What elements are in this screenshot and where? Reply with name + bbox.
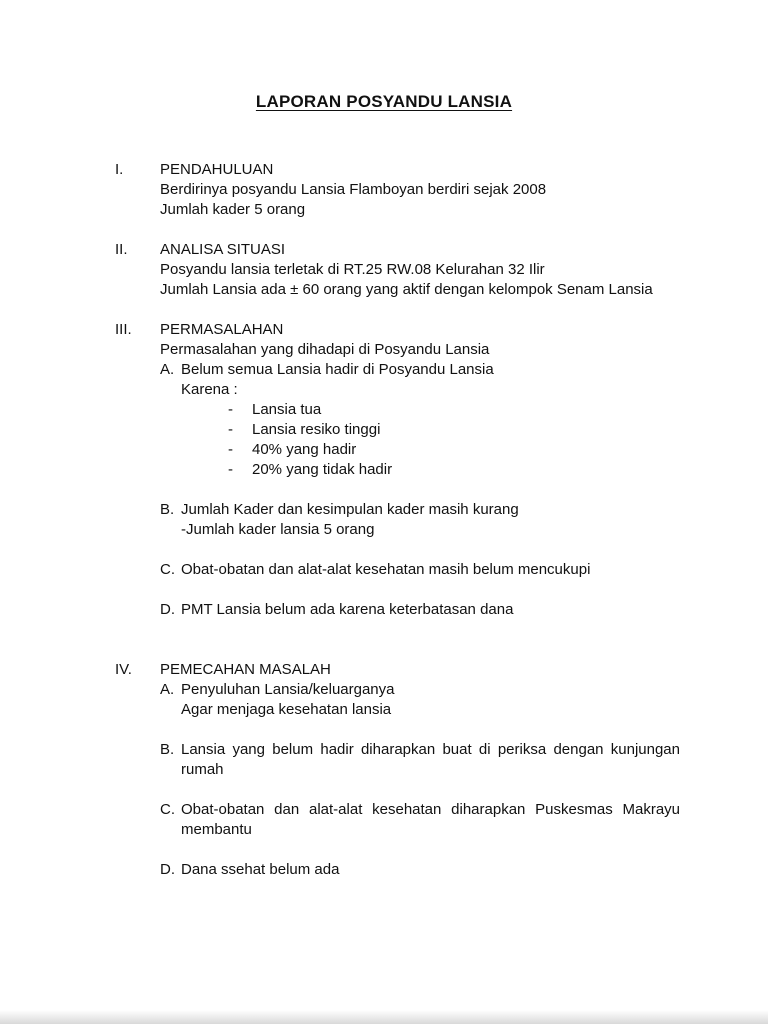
item-letter: B.	[160, 501, 175, 518]
section-content	[160, 320, 680, 620]
bullet-item	[228, 420, 680, 440]
dash-marker: -	[228, 441, 233, 458]
list-item-c	[160, 560, 680, 580]
section-line: Posyandu lansia terletak di RT.25 RW.08 Kelurahan 32 Ilir	[160, 261, 545, 278]
document-title	[0, 0, 768, 112]
item-text: Obat-obatan dan alat-alat kesehatan masih belum mencukupi	[181, 561, 591, 578]
item-text: Obat-obatan dan alat-alat kesehatan diharapkan Puskesmas Makrayu membantu	[181, 801, 680, 838]
item-text: PMT Lansia belum ada karena keterbatasan dana	[181, 601, 514, 618]
item-body	[181, 800, 680, 840]
list-item-b	[160, 500, 680, 540]
bullet-item	[228, 440, 680, 460]
dash-marker: -	[228, 421, 233, 438]
item-body	[181, 860, 680, 880]
bullet-item	[228, 460, 680, 480]
dash-marker: -	[228, 401, 233, 418]
document-title-text: LAPORAN POSYANDU LANSIA	[255, 92, 513, 111]
section-line: Jumlah kader 5 orang	[160, 201, 306, 218]
item-text: Jumlah Kader dan kesimpulan kader masih kurang	[181, 501, 519, 518]
list-item-a	[160, 360, 680, 480]
section-numeral: II.	[115, 241, 128, 258]
section-intro: Permasalahan yang dihadapi di Posyandu Lansia	[160, 341, 490, 358]
item-letter: A.	[160, 681, 175, 698]
section-numeral: III.	[115, 321, 132, 338]
section-content	[160, 240, 680, 300]
page-bottom-edge	[0, 1010, 768, 1024]
item-letter: C.	[160, 561, 175, 578]
item-letter: B.	[160, 741, 175, 758]
section-content	[160, 160, 680, 220]
section-heading: ANALISA SITUASI	[160, 241, 286, 258]
section-pemecahan-masalah	[115, 660, 680, 880]
bullet-item	[228, 400, 680, 420]
bullet-text: 40% yang hadir	[252, 441, 357, 458]
section-line: Berdirinya posyandu Lansia Flamboyan berdiri sejak 2008	[160, 181, 547, 198]
section-numeral: IV.	[115, 661, 132, 678]
item-text: Belum semua Lansia hadir di Posyandu Lansia	[181, 361, 494, 378]
section-numeral: I.	[115, 161, 124, 178]
item-text: Lansia yang belum hadir diharapkan buat di periksa dengan kunjungan rumah	[181, 741, 680, 778]
section-line: Jumlah Lansia ada ± 60 orang yang aktif dengan kelompok Senam Lansia	[160, 281, 653, 298]
section-heading: PERMASALAHAN	[160, 321, 284, 338]
item-body	[181, 740, 680, 780]
item-subtext: Agar menjaga kesehatan lansia	[181, 701, 392, 718]
list-item-d	[160, 600, 680, 620]
document-body	[115, 160, 680, 880]
section-heading: PENDAHULUAN	[160, 161, 274, 178]
item-text: Penyuluhan Lansia/keluarganya	[181, 681, 395, 698]
bullet-list	[228, 400, 680, 480]
list-item-c	[160, 800, 680, 840]
item-letter: C.	[160, 801, 175, 818]
section-heading: PEMECAHAN MASALAH	[160, 661, 331, 678]
item-body	[181, 500, 680, 540]
section-pendahuluan	[115, 160, 680, 220]
item-subtext: -Jumlah kader lansia 5 orang	[181, 521, 375, 538]
item-body	[181, 600, 680, 620]
bullet-text: Lansia tua	[252, 401, 322, 418]
list-item-b	[160, 740, 680, 780]
bullet-text: 20% yang tidak hadir	[252, 461, 393, 478]
dash-marker: -	[228, 461, 233, 478]
item-body	[181, 360, 680, 480]
list-item-d	[160, 860, 680, 880]
item-text: Dana ssehat belum ada	[181, 861, 340, 878]
item-body	[181, 560, 680, 580]
section-permasalahan	[115, 320, 680, 620]
item-letter: D.	[160, 601, 175, 618]
bullet-text: Lansia resiko tinggi	[252, 421, 381, 438]
item-body	[181, 680, 680, 720]
list-item-a	[160, 680, 680, 720]
item-letter: A.	[160, 361, 175, 378]
item-letter: D.	[160, 861, 175, 878]
item-subtext: Karena :	[181, 381, 238, 398]
section-analisa-situasi	[115, 240, 680, 300]
section-content	[160, 660, 680, 880]
